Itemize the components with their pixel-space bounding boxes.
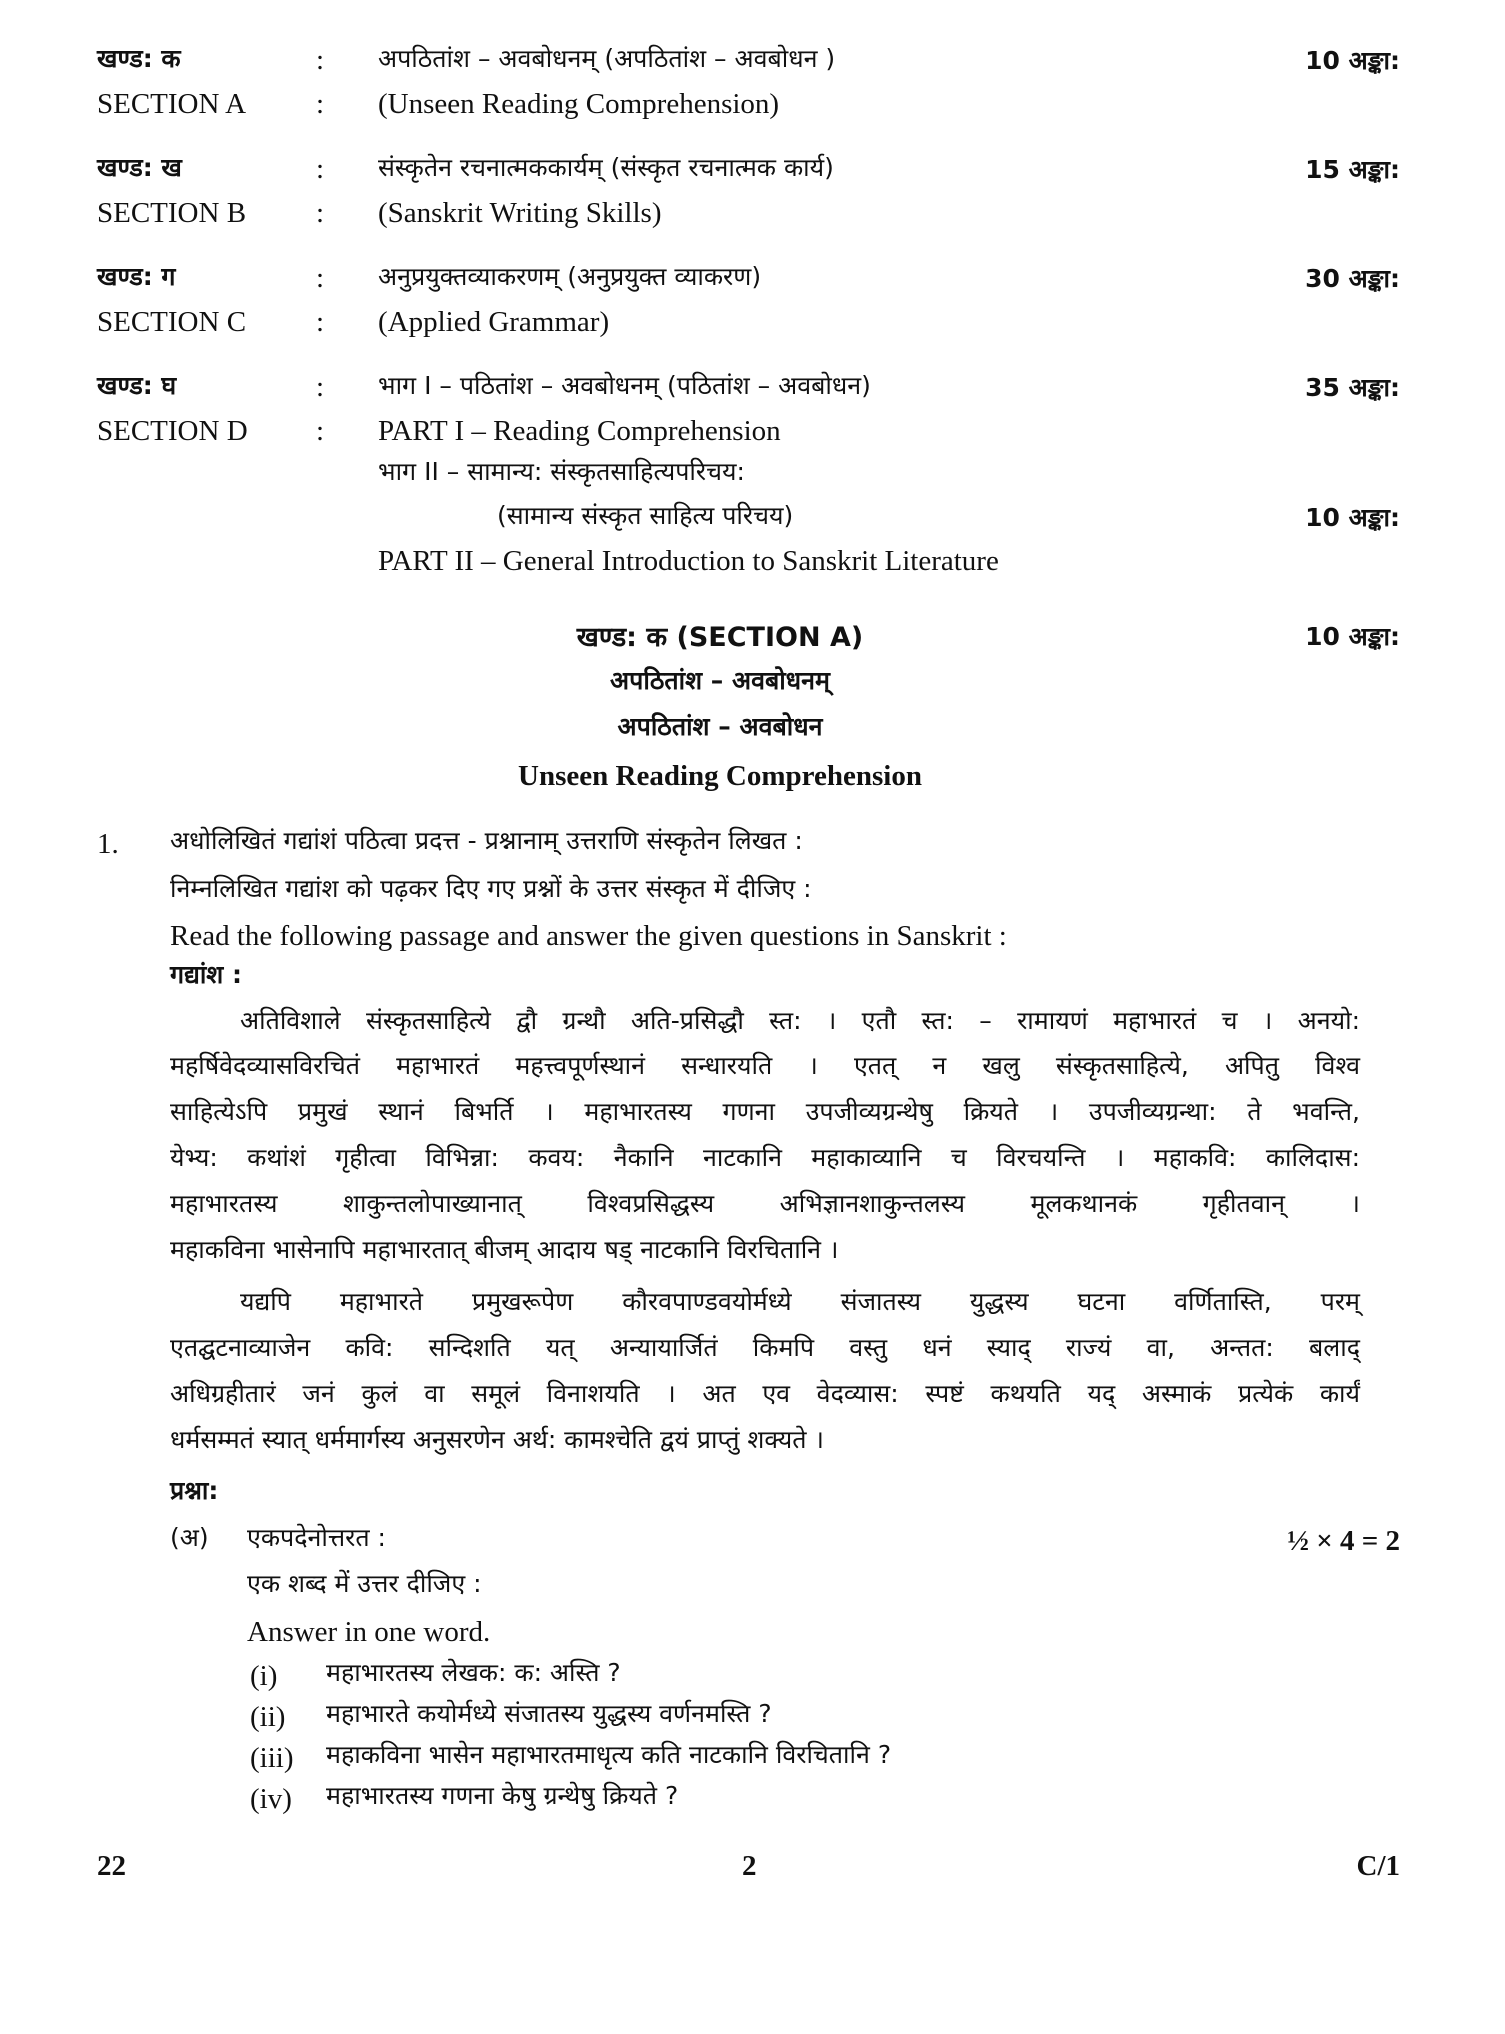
- section-a-title-hindi: अपठितांश – अवबोधनम् (अपठितांश – अवबोधन ): [378, 44, 836, 73]
- section-a-marks: 10 अङ्का:: [1305, 46, 1400, 75]
- section-d-part2-hindi: भाग II – सामान्य: संस्कृतसाहित्यपरिचय:: [378, 457, 745, 486]
- passage-line: येभ्य: कथांशं गृहीत्वा विभिन्ना: कवय: नैकानि नाटकानि महाकाव्यानि च विरचयन्ति । महाकवि: कालिदास:: [170, 1143, 1360, 1172]
- section-c-title-english: (Applied Grammar): [378, 306, 610, 338]
- passage-line: महर्षिवेदव्यासविरचितं महाभारतं महत्त्वपूर्णस्थानं सन्धारयति । एतत् न खलु संस्कृतसाहित्ये, अपितु विश्व: [170, 1051, 1360, 1080]
- part-a-instruction-sanskrit: एकपदेनोत्तरत :: [247, 1523, 386, 1552]
- section-d-part2-marks: 10 अङ्का:: [1305, 503, 1400, 532]
- section-a-heading-marks: 10 अङ्का:: [1305, 622, 1400, 651]
- passage-line: साहित्येऽपि प्रमुखं स्थानं बिभर्ति । महाभारतस्य गणना उपजीव्यग्रन्थेषु क्रियते । उपजीव्यग्रन्था: ते भवन्ति,: [170, 1097, 1360, 1126]
- section-d-hindi-label: खण्ड: घ: [97, 371, 177, 400]
- section-a-english-label: SECTION A: [97, 88, 247, 120]
- passage-line: अतिविशाले संस्कृतसाहित्ये द्वौ ग्रन्थौ अति-प्रसिद्धौ स्त: । एतौ स्त: – रामायणं महाभारतं च । अनयो:: [240, 1006, 1360, 1035]
- question-item-text: महाकविना भासेन महाभारतमाधृत्य कति नाटकानि विरचितानि ?: [326, 1740, 892, 1769]
- section-c-marks: 30 अङ्का:: [1305, 264, 1400, 293]
- colon: :: [316, 415, 325, 447]
- colon: :: [316, 197, 325, 229]
- page-number: 2: [742, 1850, 757, 1882]
- question-item-number: (ii): [250, 1701, 286, 1733]
- colon: :: [316, 88, 325, 120]
- question-item-number: (iv): [250, 1783, 292, 1815]
- passage-line: महाभारतस्य शाकुन्तलोपाख्यानात् विश्वप्रसिद्धस्य अभिज्ञानशाकुन्तलस्य मूलकथानकं गृहीतवान् ।: [170, 1189, 1360, 1218]
- section-a-subheading-english: Unseen Reading Comprehension: [518, 760, 922, 792]
- part-a-instruction-hindi: एक शब्द में उत्तर दीजिए :: [247, 1569, 482, 1598]
- section-b-english-label: SECTION B: [97, 197, 247, 229]
- passage-line: महाकविना भासेनापि महाभारतात् बीजम् आदाय षड् नाटकानि विरचितानि ।: [170, 1235, 839, 1264]
- section-d-english-label: SECTION D: [97, 415, 248, 447]
- section-a-hindi-label: खण्ड: क: [97, 44, 181, 73]
- instruction-sanskrit: अधोलिखितं गद्यांशं पठित्वा प्रदत्त - प्रश्नानाम् उत्तराणि संस्कृतेन लिखत :: [170, 826, 803, 855]
- section-b-marks: 15 अङ्का:: [1305, 155, 1400, 184]
- section-a-subheading-hindi: अपठितांश – अवबोधन: [617, 712, 823, 741]
- section-a-title-english: (Unseen Reading Comprehension): [378, 88, 780, 120]
- section-a-heading: खण्ड: क (SECTION A): [576, 622, 864, 653]
- colon: :: [316, 153, 325, 185]
- instruction-english: Read the following passage and answer the given questions in Sanskrit :: [170, 920, 1007, 952]
- passage-line: धर्मसम्मतं स्यात् धर्ममार्गस्य अनुसरणेन अर्थ: कामश्चेति द्वयं प्राप्तुं शक्यते ।: [170, 1425, 824, 1454]
- section-a-subheading-sanskrit: अपठितांश – अवबोधनम्: [610, 666, 830, 695]
- passage-line: अधिग्रहीतारं जनं कुलं वा समूलं विनाशयति । अत एव वेदव्यास: स्पष्टं कथयति यद् अस्माकं प्रत्येकं कार्यं: [170, 1379, 1360, 1408]
- passage-label: गद्यांश :: [170, 960, 243, 989]
- colon: :: [316, 371, 325, 403]
- section-d-part1-hindi: भाग I – पठितांश – अवबोधनम् (पठितांश – अवबोधन): [378, 371, 871, 400]
- part-a-label: (अ): [170, 1523, 209, 1552]
- section-d-marks: 35 अङ्का:: [1305, 373, 1400, 402]
- section-c-title-hindi: अनुप्रयुक्तव्याकरणम् (अनुप्रयुक्त व्याकरण): [378, 262, 762, 291]
- question-item-text: महाभारतस्य गणना केषु ग्रन्थेषु क्रियते ?: [326, 1781, 679, 1810]
- section-d-part2-english: PART II – General Introduction to Sanskrit Literature: [378, 545, 999, 577]
- questions-label: प्रश्ना:: [170, 1476, 219, 1505]
- footer-code: 22: [97, 1850, 126, 1882]
- section-b-title-english: (Sanskrit Writing Skills): [378, 197, 662, 229]
- question-number: 1.: [97, 828, 119, 860]
- question-item-number: (iii): [250, 1742, 294, 1774]
- colon: :: [316, 44, 325, 76]
- section-b-hindi-label: खण्ड: ख: [97, 153, 182, 182]
- colon: :: [316, 262, 325, 294]
- section-b-title-hindi: संस्कृतेन रचनात्मककार्यम् (संस्कृत रचनात्मक कार्य): [378, 153, 834, 182]
- question-item-text: महाभारते कयोर्मध्ये संजातस्य युद्धस्य वर्णनमस्ति ?: [326, 1699, 772, 1728]
- part-a-instruction-english: Answer in one word.: [247, 1616, 491, 1648]
- footer-set: C/1: [1356, 1850, 1400, 1882]
- section-c-english-label: SECTION C: [97, 306, 247, 338]
- question-item-number: (i): [250, 1660, 278, 1692]
- section-d-part2-hindi-sub: (सामान्य संस्कृत साहित्य परिचय): [497, 501, 794, 530]
- section-c-hindi-label: खण्ड: ग: [97, 262, 176, 291]
- passage-line: एतद्घटनाव्याजेन कवि: सन्दिशति यत् अन्यायार्जितं किमपि वस्तु धनं स्याद् राज्यं वा, अन्तत: बलाद्: [170, 1333, 1360, 1362]
- question-item-text: महाभारतस्य लेखक: क: अस्ति ?: [326, 1658, 621, 1687]
- colon: :: [316, 306, 325, 338]
- part-a-marks: ½ × 4 = 2: [1287, 1525, 1400, 1557]
- passage-line: यद्यपि महाभारते प्रमुखरूपेण कौरवपाण्डवयोर्मध्ये संजातस्य युद्धस्य घटना वर्णितास्ति, परम्: [240, 1287, 1360, 1316]
- section-d-part1-english: PART I – Reading Comprehension: [378, 415, 781, 447]
- instruction-hindi: निम्नलिखित गद्यांश को पढ़कर दिए गए प्रश्नों के उत्तर संस्कृत में दीजिए :: [170, 874, 812, 903]
